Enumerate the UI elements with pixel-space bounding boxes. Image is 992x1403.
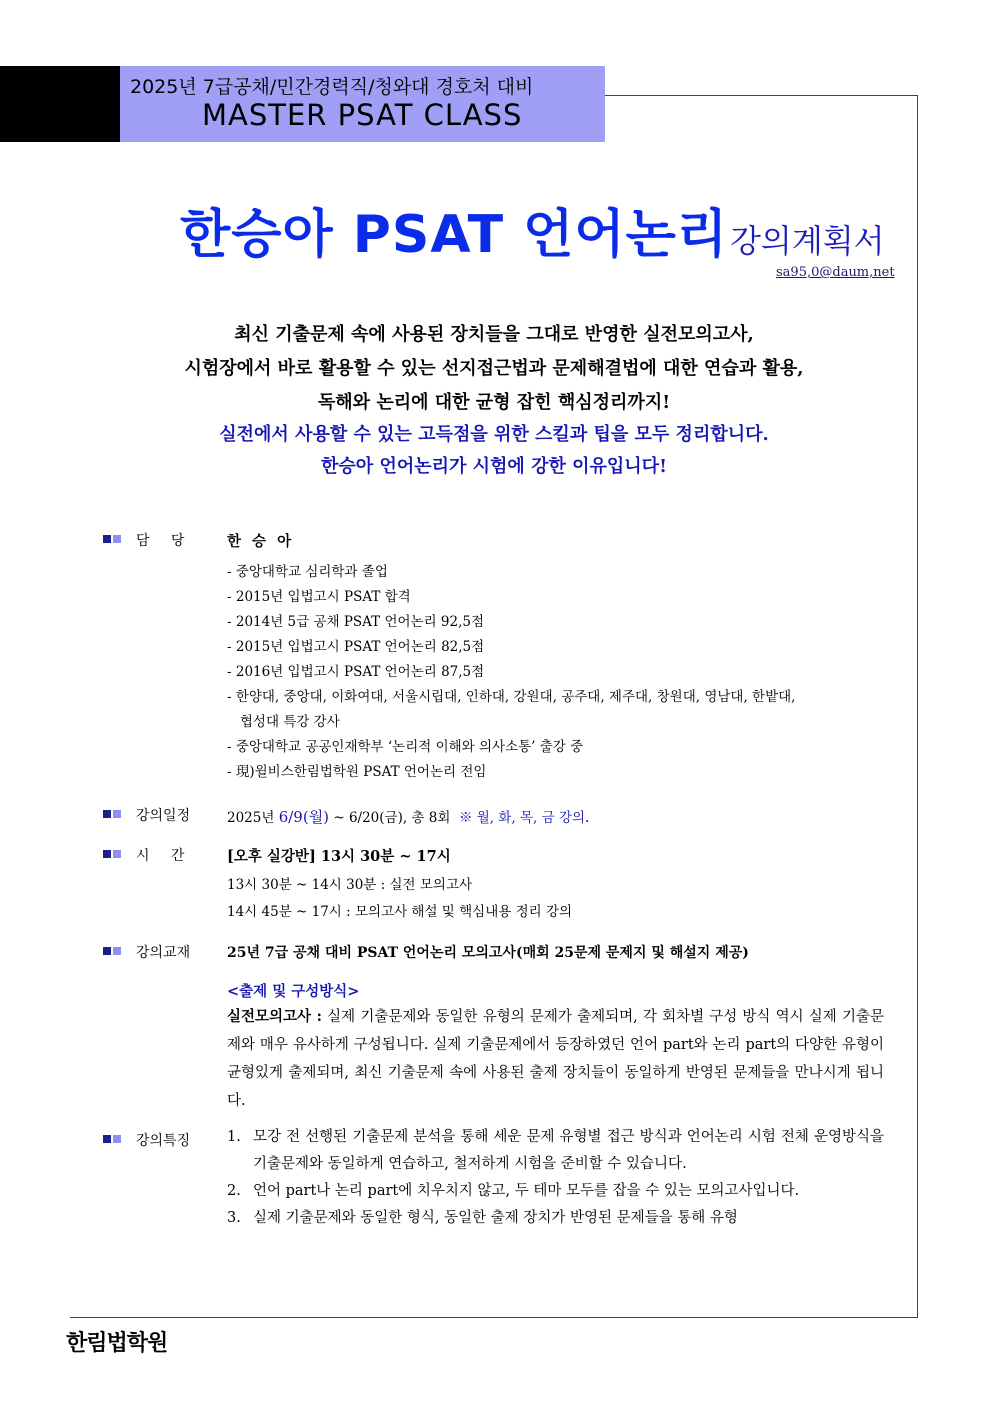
feature-item bbox=[227, 1178, 884, 1205]
feature-text: 모강 전 선행된 기출문제 분석을 통해 세운 문제 유형별 접근 방식과 언어논리 시험 전체 운영방식을 기출문제와 동일하게 연습하고, 철저하게 시험을 준비할 수 있습니다. bbox=[253, 1129, 884, 1172]
time-line: 14시 45분 ~ 17시 : 모의고사 해설 및 핵심내용 정리 강의 bbox=[227, 904, 573, 920]
schedule-year: 2025년 bbox=[227, 810, 279, 826]
schedule-start-date: 6/9(월) bbox=[278, 808, 330, 826]
features-label: 강의특징 bbox=[136, 1133, 191, 1149]
header-exam-line: 2025년 7급공채/민간경력직/청와대 경호처 대비 bbox=[130, 76, 534, 98]
career-item: 협성대 특강 강사 bbox=[227, 714, 340, 730]
course-subtitle: 강의계획서 bbox=[730, 222, 885, 260]
intro-line-3: 독해와 논리에 대한 균형 잡힌 핵심정리까지! bbox=[317, 392, 671, 413]
instructor-label: 담 당 bbox=[136, 533, 187, 549]
mock-exam-label: 실전모의고사 : bbox=[227, 1008, 322, 1025]
section-bullet-icon bbox=[103, 850, 121, 858]
section-bullet-icon bbox=[103, 947, 121, 955]
schedule-range: ~ 6/20(금), 총 8회 bbox=[329, 810, 459, 826]
intro-line-4: 실전에서 사용할 수 있는 고득점을 위한 스킬과 팁을 모두 정리합니다. bbox=[219, 424, 769, 445]
intro-line-1: 최신 기출문제 속에 사용된 장치들을 그대로 반영한 실전모의고사, bbox=[234, 324, 754, 345]
mock-exam-text: 실제 기출문제와 동일한 유형의 문제가 출제되며, 각 회차별 구성 방식 역시 실제 기출문제와 매우 유사하게 구성됩니다. 실제 기출문제에서 등장하였던 언어 part와 논리 part의 다양한 유형이 균형있게 출제되며, 최신 기출문제 속에 사용된 출제 장치들이 동일하게 반영된 문제들을 만나시게 됩니다. bbox=[227, 1009, 884, 1109]
textbook-subheading: <출제 및 구성방식> bbox=[227, 983, 360, 1000]
textbook-description bbox=[227, 1003, 884, 1115]
features-list bbox=[227, 1124, 884, 1232]
frame-right-border bbox=[917, 95, 918, 1318]
career-item: - 한양대, 중앙대, 이화여대, 서울시립대, 인하대, 강원대, 공주대, 제주대, 창원대, 영남대, 한밭대, bbox=[227, 689, 796, 705]
frame-bottom-border bbox=[70, 1317, 918, 1318]
career-item: - 2015년 입법고시 PSAT 합격 bbox=[227, 589, 411, 605]
feature-text: 실제 기출문제와 동일한 형식, 동일한 출제 장치가 반영된 문제들을 통해 유형 bbox=[253, 1210, 738, 1226]
career-item: - 2014년 5급 공채 PSAT 언어논리 92,5점 bbox=[227, 614, 485, 630]
feature-number: 2. bbox=[227, 1183, 241, 1199]
career-item: - 2015년 입법고시 PSAT 언어논리 82,5점 bbox=[227, 639, 485, 655]
feature-item bbox=[227, 1205, 884, 1232]
contact-email[interactable]: sa95,0@daum,net bbox=[776, 265, 895, 280]
time-line: 13시 30분 ~ 14시 30분 : 실전 모의고사 bbox=[227, 877, 473, 893]
feature-number: 3. bbox=[227, 1210, 241, 1226]
time-label: 시 간 bbox=[136, 848, 187, 864]
feature-text: 언어 part나 논리 part에 치우치지 않고, 두 테마 모두를 잡을 수 있는 모의고사입니다. bbox=[253, 1183, 800, 1199]
frame-top-border bbox=[605, 95, 918, 96]
feature-item bbox=[227, 1124, 884, 1178]
schedule-end: . bbox=[585, 810, 590, 826]
textbook-label: 강의교재 bbox=[136, 945, 191, 961]
feature-number: 1. bbox=[227, 1129, 241, 1145]
section-bullet-icon bbox=[103, 1135, 121, 1143]
schedule-days: ※ 월, 화, 목, 금 강의 bbox=[458, 810, 586, 826]
section-bullet-icon bbox=[103, 810, 121, 818]
time-title: [오후 실강반] 13시 30분 ~ 17시 bbox=[227, 848, 451, 865]
schedule-text bbox=[227, 806, 589, 827]
textbook-title: 25년 7급 공채 대비 PSAT 언어논리 모의고사(매회 25문제 문제지 및 해설지 제공) bbox=[227, 945, 749, 961]
career-item: - 중앙대학교 공공인재학부 ‘논리적 이해와 의사소통’ 출강 중 bbox=[227, 739, 584, 755]
career-item: - 중앙대학교 심리학과 졸업 bbox=[227, 564, 388, 580]
header-banner bbox=[120, 66, 605, 142]
header-black-block bbox=[0, 66, 120, 142]
career-item: - 2016년 입법고시 PSAT 언어논리 87,5점 bbox=[227, 664, 485, 680]
instructor-name: 한 승 아 bbox=[227, 533, 295, 550]
academy-logo: 한림법학원 bbox=[66, 1331, 168, 1356]
header-class-title: MASTER PSAT CLASS bbox=[202, 98, 523, 132]
intro-line-5: 한승아 언어논리가 시험에 강한 이유입니다! bbox=[321, 456, 667, 477]
career-item: - 現)윌비스한림법학원 PSAT 언어논리 전임 bbox=[227, 764, 487, 780]
intro-line-2: 시험장에서 바로 활용할 수 있는 선지접근법과 문제해결법에 대한 연습과 활용, bbox=[184, 358, 804, 379]
section-bullet-icon bbox=[103, 535, 121, 543]
schedule-label: 강의일정 bbox=[136, 808, 191, 824]
course-title: 한승아 PSAT 언어논리 bbox=[180, 205, 729, 265]
